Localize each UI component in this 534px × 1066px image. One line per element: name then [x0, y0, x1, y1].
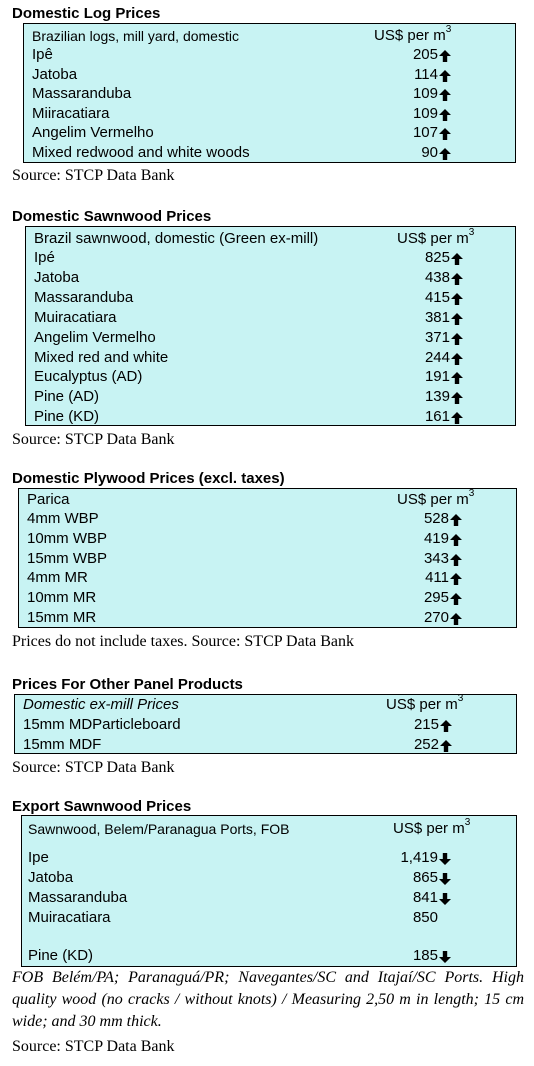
price-value: 191	[424, 368, 450, 385]
table-row	[19, 509, 516, 529]
table-row	[19, 588, 516, 608]
arrow-up-icon	[439, 108, 451, 120]
species-name: Massaranduba	[28, 889, 128, 906]
table-row	[24, 123, 515, 143]
arrow-up-icon	[451, 332, 463, 344]
header-label: Sawnwood, Belem/Paranagua Ports, FOB	[28, 821, 290, 837]
species-name: 15mm MDF	[23, 736, 102, 753]
species-name: Massaranduba	[34, 289, 134, 306]
source-note: Source: STCP Data Bank	[12, 167, 175, 184]
table-row	[15, 715, 516, 735]
table-row	[22, 888, 516, 908]
price-value: 415	[424, 289, 450, 306]
species-name: Pine (AD)	[34, 388, 100, 405]
price-value: 185	[412, 947, 438, 964]
species-name: Jatoba	[28, 869, 74, 886]
unit-label: US$ per $m^3$	[386, 693, 464, 713]
source-note: Source: STCP Data Bank	[12, 431, 175, 448]
price-value: 244	[424, 349, 450, 366]
arrow-up-icon	[451, 272, 463, 284]
arrow-up-icon	[450, 592, 462, 604]
species-name: 15mm MR	[27, 609, 97, 626]
species-name: Ipe	[28, 849, 49, 866]
source-note: Prices do not include taxes. Source: STCP Data Bank	[12, 633, 355, 650]
arrow-up-icon	[451, 411, 463, 423]
price-table	[18, 488, 517, 628]
unit-label: US$ per $m^3$	[374, 24, 452, 44]
table-row	[24, 84, 515, 104]
species-name: 15mm WBP	[27, 550, 108, 567]
arrow-up-icon	[450, 612, 462, 624]
table-header	[24, 26, 515, 46]
section-title: Domestic Plywood Prices (excl. taxes)	[12, 470, 285, 487]
source-note: Source: STCP Data Bank	[12, 1038, 175, 1055]
price-table	[23, 23, 516, 163]
species-name: Ipé	[34, 249, 55, 266]
price-value: 114	[414, 66, 438, 83]
price-value: 109	[412, 85, 438, 102]
table-header	[19, 490, 516, 510]
arrow-up-icon	[451, 292, 463, 304]
unit-label: US$ per $m^3$	[397, 227, 475, 247]
arrow-up-icon	[439, 88, 451, 100]
table-row	[19, 549, 516, 569]
table-row	[26, 328, 515, 348]
table-row	[26, 268, 515, 288]
species-name: Angelim Vermelho	[32, 124, 154, 141]
price-value: 371	[424, 329, 450, 346]
price-value: 438	[424, 269, 450, 286]
arrow-up-icon	[451, 371, 463, 383]
table-row	[22, 908, 516, 928]
arrow-up-icon	[451, 391, 463, 403]
unit-label: US$ per $m^3$	[397, 488, 475, 508]
species-name: Massaranduba	[32, 85, 132, 102]
arrow-down-icon	[439, 872, 451, 884]
species-name: 10mm WBP	[27, 530, 108, 547]
table-header	[26, 229, 515, 249]
table-row	[15, 735, 516, 755]
price-value: 343	[423, 550, 449, 567]
price-value: 841	[412, 889, 438, 906]
arrow-down-icon	[439, 852, 451, 864]
species-name: Eucalyptus (AD)	[34, 368, 143, 385]
arrow-up-icon	[451, 312, 463, 324]
price-value: 107	[412, 124, 438, 141]
arrow-down-icon	[439, 950, 451, 962]
section-title: Prices For Other Panel Products	[12, 676, 243, 693]
table-row	[19, 568, 516, 588]
species-name: Jatoba	[32, 66, 78, 83]
species-name: 15mm MDParticleboard	[23, 716, 181, 733]
price-value: 252	[413, 736, 439, 753]
species-name: Angelim Vermelho	[34, 329, 156, 346]
table-row	[22, 848, 516, 868]
table-row	[24, 143, 515, 163]
price-table	[21, 815, 517, 967]
table-row	[26, 348, 515, 368]
price-value: 411	[425, 569, 449, 586]
arrow-up-icon	[451, 352, 463, 364]
price-value: 215	[413, 716, 439, 733]
species-name: 4mm MR	[27, 569, 88, 586]
table-row	[26, 367, 515, 387]
arrow-up-icon	[450, 513, 462, 525]
unit-label: US$ per $m^3$	[393, 817, 471, 837]
table-row	[26, 407, 515, 427]
arrow-up-icon	[439, 127, 451, 139]
header-label: Parica	[27, 491, 70, 508]
price-value: 109	[412, 105, 438, 122]
table-row	[24, 65, 515, 85]
price-value: 1,419	[400, 849, 438, 866]
arrow-up-icon	[439, 69, 451, 81]
table-row	[24, 45, 515, 65]
species-name: Muiracatiara	[28, 909, 111, 926]
species-name: Mixed redwood and white woods	[32, 144, 250, 161]
price-value: 90	[421, 144, 438, 161]
table-header	[22, 819, 516, 839]
price-value: 161	[424, 408, 450, 425]
table-row	[26, 248, 515, 268]
arrow-up-icon	[439, 147, 451, 159]
price-value: 295	[423, 589, 449, 606]
table-row	[22, 868, 516, 888]
arrow-up-icon	[450, 533, 462, 545]
price-value: 825	[424, 249, 450, 266]
table-row	[22, 946, 516, 966]
table-row	[26, 308, 515, 328]
table-row	[24, 104, 515, 124]
table-row	[19, 608, 516, 628]
price-value: 865	[412, 869, 438, 886]
arrow-up-icon	[439, 49, 451, 61]
table-row	[19, 529, 516, 549]
header-label: Domestic ex-mill Prices	[23, 696, 179, 713]
price-value: 850	[412, 909, 438, 926]
species-name: Jatoba	[34, 269, 80, 286]
section-title: Domestic Log Prices	[12, 5, 161, 22]
table-header	[15, 695, 516, 715]
header-label: Brazil sawnwood, domestic (Green ex-mill)	[34, 230, 319, 247]
price-value: 528	[423, 510, 449, 527]
species-name: 10mm MR	[27, 589, 97, 606]
price-value: 381	[424, 309, 450, 326]
section-title: Domestic Sawnwood Prices	[12, 208, 212, 225]
price-value: 205	[412, 46, 438, 63]
species-name: Pine (KD)	[34, 408, 100, 425]
arrow-up-icon	[440, 739, 452, 751]
price-table	[25, 226, 516, 426]
arrow-up-icon	[450, 572, 462, 584]
species-name: Pine (KD)	[28, 947, 94, 964]
species-name: Mixed red and white	[34, 349, 169, 366]
table-row	[26, 387, 515, 407]
species-name: 4mm WBP	[27, 510, 99, 527]
section-title: Export Sawnwood Prices	[12, 798, 192, 815]
source-note: Source: STCP Data Bank	[12, 759, 175, 776]
species-name: Ipê	[32, 46, 53, 63]
arrow-down-icon	[439, 892, 451, 904]
species-name: Miiracatiara	[32, 105, 110, 122]
price-value: 419	[423, 530, 449, 547]
arrow-up-icon	[451, 252, 463, 264]
price-value: 139	[424, 388, 450, 405]
species-name: Muiracatiara	[34, 309, 117, 326]
header-label: Brazilian logs, mill yard, domestic	[32, 28, 239, 44]
table-row	[26, 288, 515, 308]
arrow-up-icon	[450, 553, 462, 565]
arrow-up-icon	[440, 719, 452, 731]
price-value: 270	[423, 609, 449, 626]
price-table	[14, 694, 517, 754]
footnote: FOB Belém/PA; Paranaguá/PR; Navegantes/SC and Itajaí/SC Ports. High quality wood (no cracks / without knots) / Measuring 2,50 m in length; 15 cm wide; and 30 mm thick.	[12, 969, 524, 1030]
